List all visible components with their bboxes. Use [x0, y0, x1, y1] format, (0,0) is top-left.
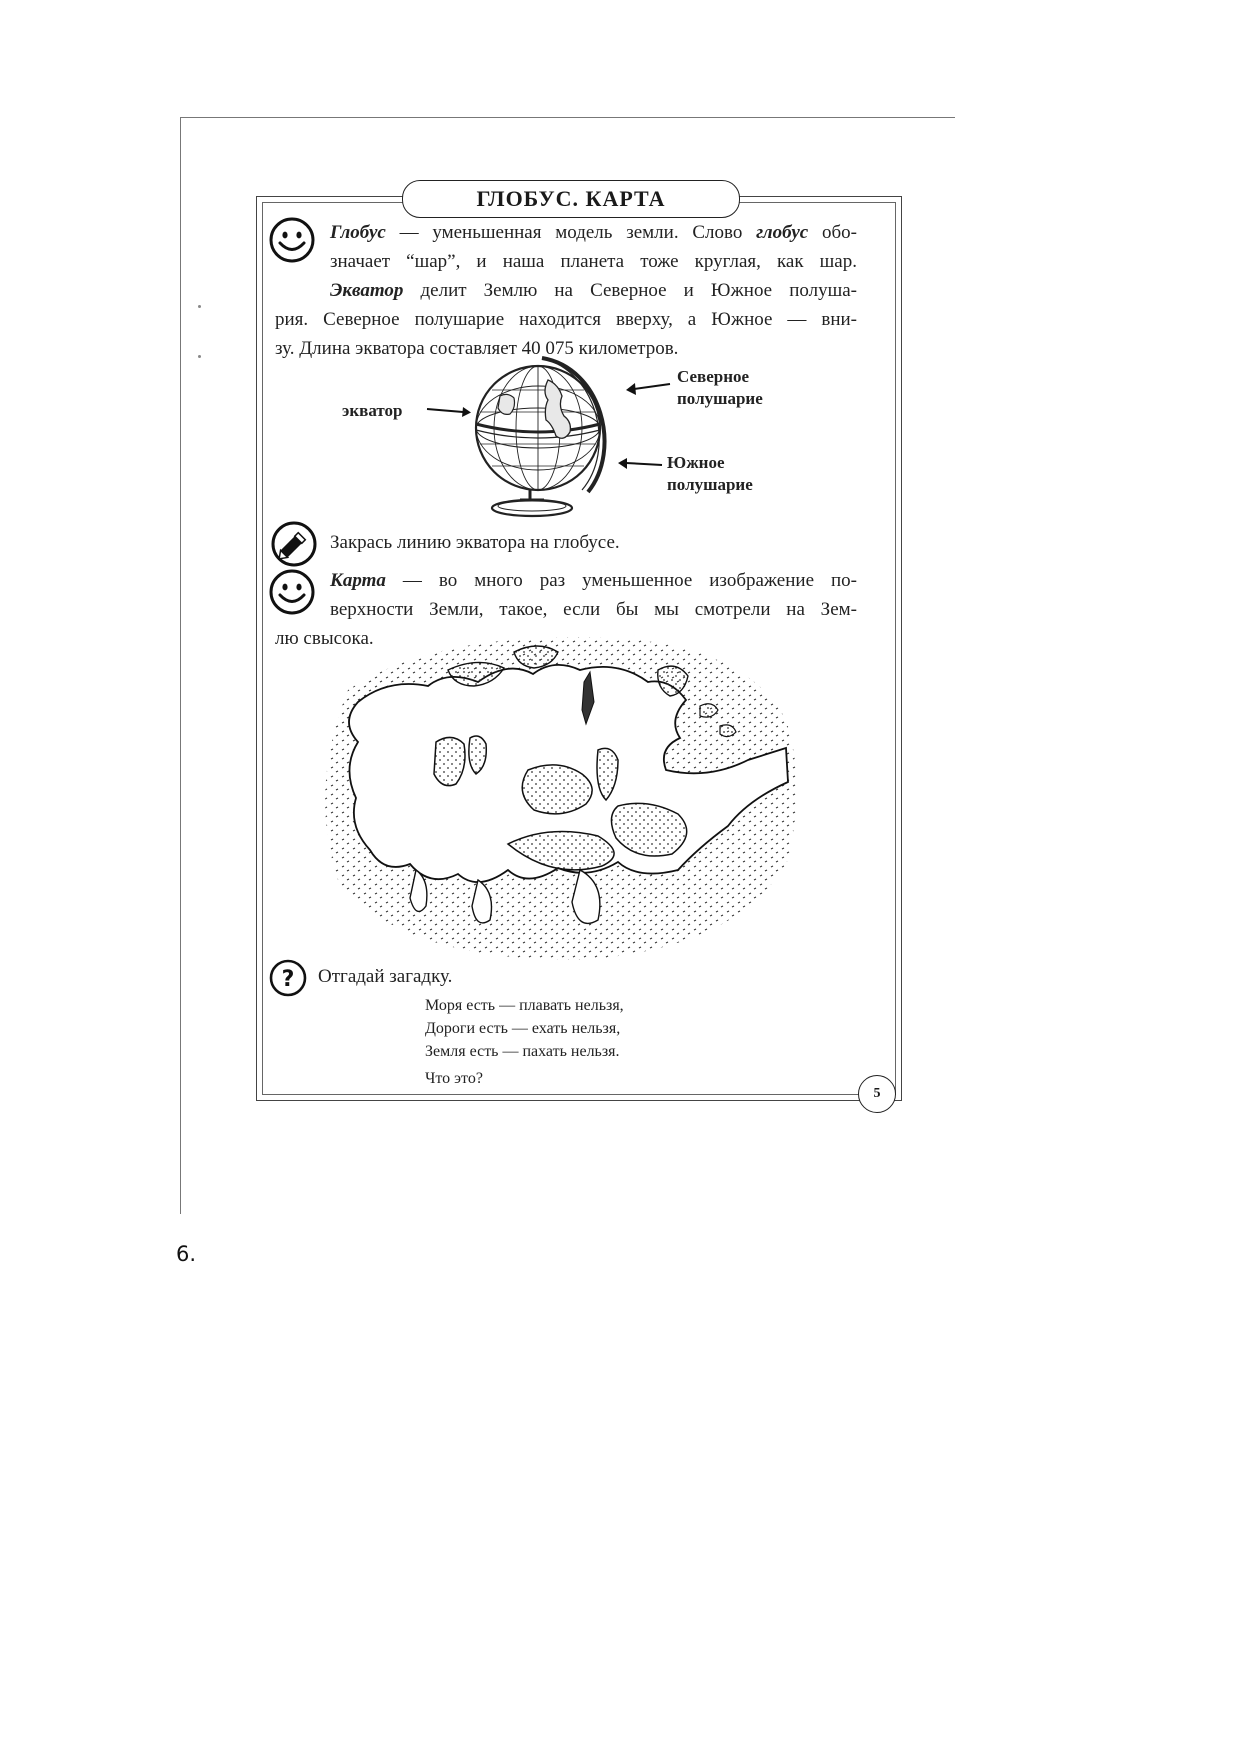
pencil-icon [270, 520, 318, 568]
map-line-2: верхности Земли, такое, если бы мы смотрели на Зем- [330, 599, 857, 620]
label-equator: экватор [342, 401, 403, 420]
scan-border-top [180, 117, 955, 118]
riddle-prompt: Отгадай загадку. [318, 966, 453, 987]
globe-line-2: значает “шар”, и наша планета тоже круглая, как шар. [330, 251, 857, 272]
riddle-line: Дороги есть — ехать нельзя, [425, 1020, 621, 1037]
label-north-2: полушарие [677, 389, 763, 408]
page-number: 5 [858, 1075, 896, 1113]
arrow-right-icon [425, 404, 471, 418]
term-globus-inline: глобус [756, 222, 809, 243]
page-title: ГЛОБУС. КАРТА [402, 180, 740, 218]
term-karta: Карта [330, 570, 386, 591]
globe-line-4: рия. Северное полушарие находится вверху, а Южное — вни- [275, 309, 857, 330]
globe-line-1: Глобус — уменьшенная модель земли. Слово глобус обо- [330, 222, 857, 243]
question-mark: ? [281, 967, 295, 992]
map-line-1: Карта — во много раз уменьшенное изображение по- [330, 570, 857, 591]
scan-speck [198, 355, 201, 358]
globe-line-5: зу. Длина экватора составляет 40 075 километров. [275, 338, 679, 359]
globe-line-3: Экватор делит Землю на Северное и Южное полуша- [330, 280, 857, 301]
arrow-left-icon [626, 380, 672, 396]
riddle-line: Что это? [425, 1070, 483, 1087]
arrow-left-icon [618, 458, 664, 472]
riddle-line: Земля есть — пахать нельзя. [425, 1043, 620, 1060]
scan-speck [198, 305, 201, 308]
globe-illustration [470, 350, 630, 520]
smiley-icon [268, 216, 316, 264]
question-icon [268, 958, 308, 998]
task-text: Закрась линию экватора на глобусе. [330, 532, 620, 553]
label-south-2: полушарие [667, 475, 753, 494]
term-equator: Экватор [330, 280, 404, 301]
riddle-line: Моря есть — плавать нельзя, [425, 997, 624, 1014]
smiley-icon [268, 568, 316, 616]
scan-border-left [180, 117, 181, 1214]
map-line-3: лю свысока. [275, 628, 374, 649]
term-globus: Глобус [330, 222, 386, 243]
footer-number: 6. [176, 1242, 197, 1266]
label-north-1: Северное [677, 367, 750, 386]
map-illustration [318, 630, 806, 965]
label-south-1: Южное [667, 453, 725, 472]
